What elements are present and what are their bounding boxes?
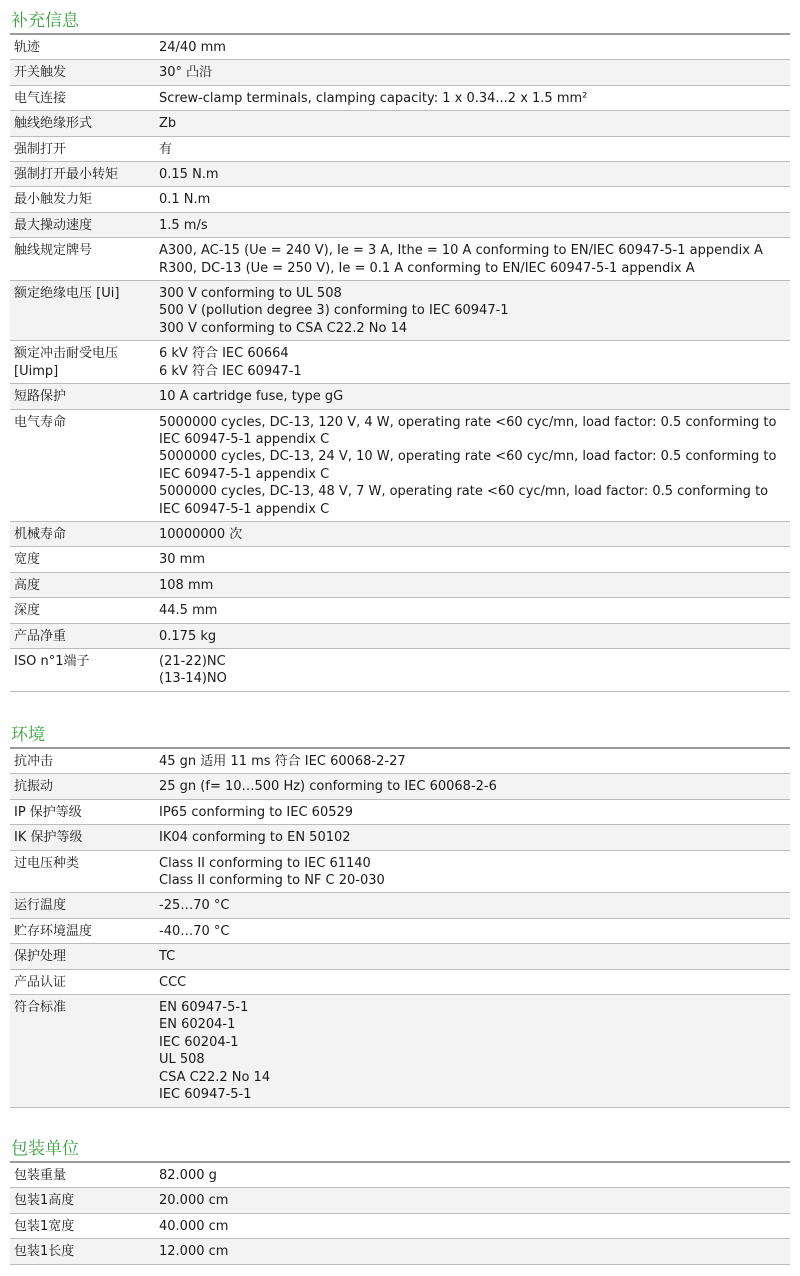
row-value [153, 995, 790, 1107]
table-row [10, 749, 790, 774]
row-label: 开关触发 [14, 65, 67, 81]
row-value [153, 238, 790, 281]
table-row [10, 187, 790, 212]
value-line: EN 60204-1 [159, 1017, 236, 1033]
table-row [10, 893, 790, 918]
table-row [10, 409, 790, 521]
table-row [10, 111, 790, 136]
value-line: 5000000 cycles, DC-13, 120 V, 4 W, operating rate <60 cyc/mn, load factor: 0.5 conforming to IEC 60947-5-1 appendix C [159, 414, 777, 447]
row-value [153, 1163, 790, 1188]
row-label: 短路保护 [14, 389, 67, 405]
row-label: 抗冲击 [14, 754, 54, 769]
table-row [10, 162, 790, 187]
value-line: CSA C22.2 No 14 [159, 1069, 271, 1085]
section-title: 补充信息 [11, 11, 79, 31]
table-row [10, 969, 790, 994]
table-row [10, 1213, 790, 1238]
row-value [153, 341, 790, 384]
value-line: 0.1 N.m [159, 192, 211, 208]
value-line: CCC [159, 974, 187, 990]
table-row [10, 774, 790, 799]
row-value [153, 572, 790, 597]
row-label: 过电压种类 [14, 855, 80, 871]
row-value [153, 136, 790, 161]
row-label: 深度 [14, 603, 41, 619]
row-label: IK 保护等级 [14, 830, 83, 846]
row-label: 最小触发力矩 [14, 192, 93, 208]
row-value [153, 35, 790, 60]
table-row [10, 944, 790, 969]
table-row [10, 623, 790, 648]
row-value [153, 60, 790, 85]
row-value [153, 162, 790, 187]
table-row [10, 136, 790, 161]
value-line: 20.000 cm [159, 1193, 229, 1209]
row-value [153, 623, 790, 648]
row-label: 额定绝缘电压 [Ui] [14, 286, 120, 302]
value-line: 有 [159, 141, 173, 157]
table-row [10, 1239, 790, 1264]
value-line: 10000000 次 [159, 526, 243, 542]
row-label: 强制打开最小转矩 [14, 167, 119, 183]
value-line: 30° 凸沿 [159, 65, 213, 81]
row-value [153, 85, 790, 110]
row-value [153, 111, 790, 136]
row-label: 电气连接 [14, 90, 67, 106]
value-line: 40.000 cm [159, 1218, 229, 1234]
section-packing-units [10, 1138, 790, 1265]
row-value [153, 281, 790, 341]
table-row [10, 281, 790, 341]
value-line: 45 gn 适用 11 ms 符合 IEC 60068-2-27 [159, 754, 406, 769]
table-row [10, 547, 790, 572]
table-row [10, 341, 790, 384]
section-title: 环境 [11, 725, 45, 745]
table-row [10, 995, 790, 1107]
value-line: EN 60947-5-1 [159, 1000, 249, 1016]
value-line: 0.175 kg [159, 628, 217, 644]
row-label: 轨迹 [14, 40, 41, 55]
row-value [153, 825, 790, 850]
row-value [153, 944, 790, 969]
row-label: 触线规定牌号 [14, 243, 93, 259]
value-line: -25…70 °C [159, 898, 230, 914]
table-row [10, 1188, 790, 1213]
table-row [10, 60, 790, 85]
spec-table [10, 35, 790, 692]
row-value [153, 212, 790, 237]
table-row [10, 521, 790, 546]
table-row [10, 384, 790, 409]
value-line: Class II conforming to IEC 61140 [159, 855, 371, 871]
value-line: 0.15 N.m [159, 167, 219, 183]
row-value [153, 749, 790, 774]
row-label: 电气寿命 [14, 414, 67, 430]
row-value [153, 384, 790, 409]
row-value [153, 799, 790, 824]
row-label: 运行温度 [14, 898, 67, 914]
section-additional-info [10, 10, 790, 692]
value-line: 12.000 cm [159, 1244, 229, 1260]
table-row [10, 85, 790, 110]
value-line: Screw-clamp terminals, clamping capacity: 1 x 0.34...2 x 1.5 mm² [159, 90, 588, 106]
row-value [153, 1188, 790, 1213]
value-line: 6 kV 符合 IEC 60664 [159, 346, 289, 362]
table-row [10, 598, 790, 623]
row-label: 保护处理 [14, 949, 67, 965]
row-label: 包装1长度 [14, 1244, 75, 1260]
row-label: IP 保护等级 [14, 804, 82, 820]
value-line: IEC 60947-5-1 [159, 1087, 252, 1103]
value-line: Class II conforming to NF C 20-030 [159, 873, 385, 889]
value-line: Zb [159, 116, 177, 132]
table-row [10, 212, 790, 237]
value-line: IEC 60204-1 [159, 1034, 239, 1050]
value-line: 82.000 g [159, 1168, 217, 1183]
row-label: 额定冲击耐受电压 [Uimp] [14, 346, 119, 379]
row-value [153, 969, 790, 994]
row-value [153, 521, 790, 546]
row-value [153, 409, 790, 521]
value-line: R300, DC-13 (Ue = 250 V), Ie = 0.1 A conforming to EN/IEC 60947-5-1 appendix A [159, 260, 695, 276]
table-row [10, 572, 790, 597]
value-line: 30 mm [159, 552, 206, 568]
row-label: 最大操动速度 [14, 217, 93, 233]
value-line: 5000000 cycles, DC-13, 24 V, 10 W, operating rate <60 cyc/mn, load factor: 0.5 conforming to IEC 60947-5-1 appendix C [159, 449, 777, 482]
row-label: 贮存环境温度 [14, 923, 93, 939]
section-environment [10, 724, 790, 1108]
row-value [153, 598, 790, 623]
row-label: 包装1宽度 [14, 1218, 75, 1234]
row-label: 包装重量 [14, 1168, 67, 1183]
value-line: 44.5 mm [159, 603, 218, 619]
row-label: ISO n°1端子 [14, 653, 90, 669]
spec-table [10, 749, 790, 1108]
row-value [153, 850, 790, 893]
value-line: 500 V (pollution degree 3) conforming to IEC 60947-1 [159, 303, 509, 319]
row-label: 强制打开 [14, 141, 67, 157]
row-label: 机械寿命 [14, 526, 67, 542]
table-row [10, 918, 790, 943]
row-label: 符合标准 [14, 1000, 67, 1016]
table-row [10, 35, 790, 60]
value-line: IK04 conforming to EN 50102 [159, 830, 351, 846]
value-line: A300, AC-15 (Ue = 240 V), Ie = 3 A, Ithe = 10 A conforming to EN/IEC 60947-5-1 appendix A [159, 243, 763, 259]
row-value [153, 1239, 790, 1264]
row-value [153, 547, 790, 572]
table-row [10, 799, 790, 824]
row-label: 包装1高度 [14, 1193, 75, 1209]
row-label: 抗振动 [14, 779, 54, 795]
value-line: -40…70 °C [159, 923, 230, 939]
value-line: 108 mm [159, 577, 214, 593]
table-row [10, 850, 790, 893]
row-value [153, 774, 790, 799]
row-value [153, 893, 790, 918]
value-line: (21-22)NC [159, 653, 226, 669]
table-row [10, 238, 790, 281]
row-label: 产品认证 [14, 974, 67, 990]
row-value [153, 648, 790, 691]
value-line: 25 gn (f= 10…500 Hz) conforming to IEC 60068-2-6 [159, 779, 497, 795]
value-line: 10 A cartridge fuse, type gG [159, 389, 344, 405]
row-value [153, 918, 790, 943]
value-line: 24/40 mm [159, 40, 226, 55]
value-line: 6 kV 符合 IEC 60947-1 [159, 363, 302, 379]
value-line: TC [159, 949, 176, 965]
row-label: 宽度 [14, 552, 41, 568]
row-label: 产品净重 [14, 628, 67, 644]
section-title: 包装单位 [11, 1139, 79, 1159]
value-line: UL 508 [159, 1052, 205, 1068]
row-value [153, 1213, 790, 1238]
value-line: 300 V conforming to UL 508 [159, 286, 342, 302]
spec-table [10, 1163, 790, 1265]
table-row [10, 825, 790, 850]
value-line: IP65 conforming to IEC 60529 [159, 804, 354, 820]
row-label: 高度 [14, 577, 41, 593]
table-row [10, 1163, 790, 1188]
value-line: (13-14)NO [159, 671, 227, 687]
value-line: 300 V conforming to CSA C22.2 No 14 [159, 320, 408, 336]
row-value [153, 187, 790, 212]
value-line: 1.5 m/s [159, 217, 208, 233]
row-label: 触线绝缘形式 [14, 116, 93, 132]
value-line: 5000000 cycles, DC-13, 48 V, 7 W, operating rate <60 cyc/mn, load factor: 0.5 conforming to IEC 60947-5-1 appendix C [159, 484, 769, 517]
table-row [10, 648, 790, 691]
